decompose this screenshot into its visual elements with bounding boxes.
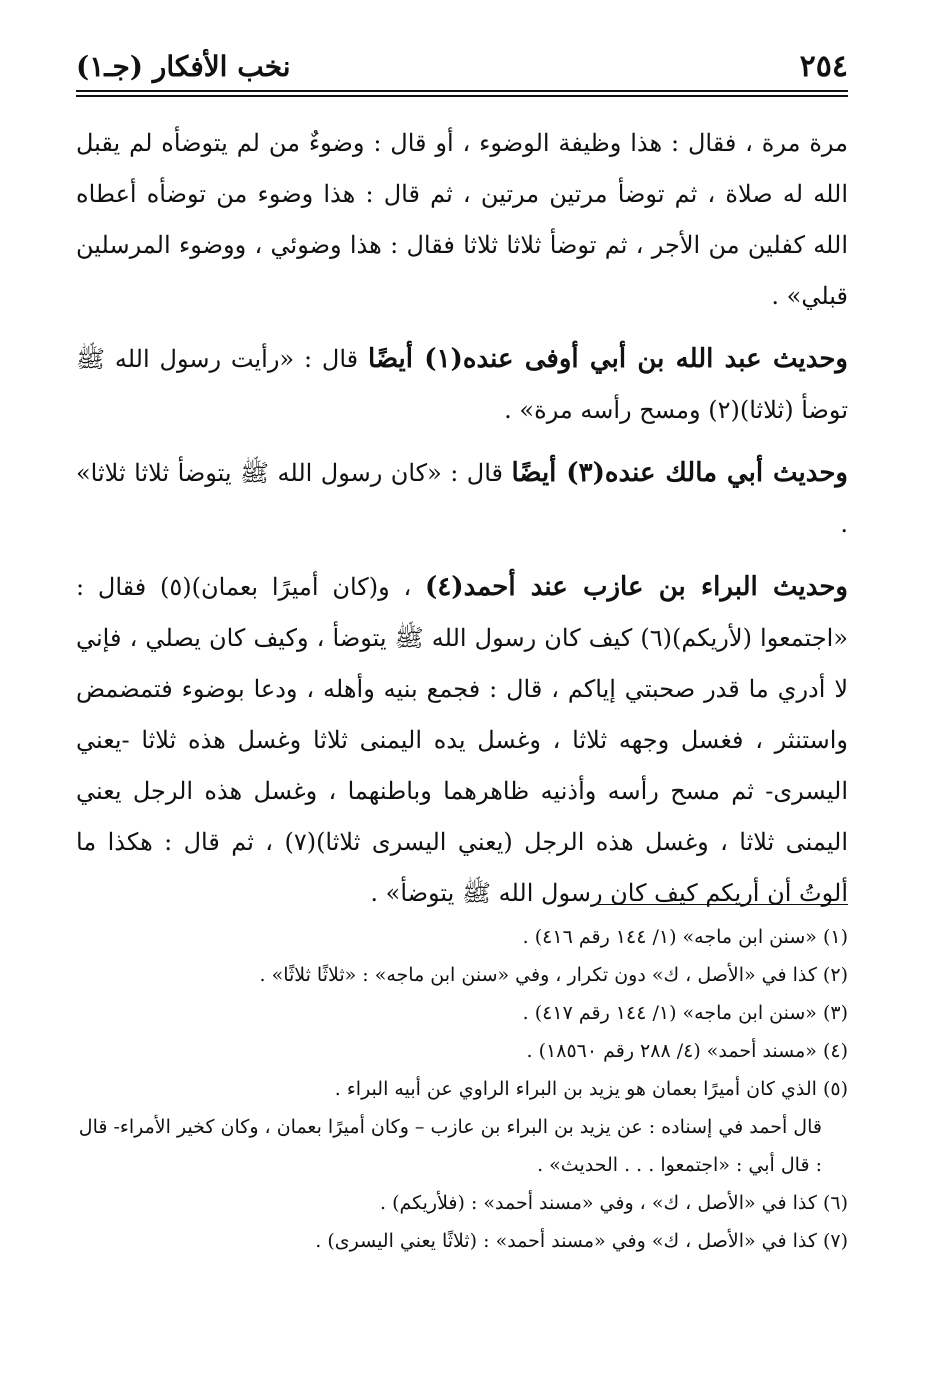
paragraph-text: قال : «رأيت رسول الله ﷺ توضأ (ثلاثا)(٢) ومسح رأسه مرة» . (76, 345, 848, 424)
footnote-continuation: قال أحمد في إسناده : عن يزيد بن البراء بن عازب – وكان أميرًا بعمان ، وكان كخير الأمراء- قال : قال أبي : «اجتمعوا . . . الحديث» . (78, 1116, 822, 1176)
paragraph-text: قال : «كان رسول الله ﷺ يتوضأ ثلاثا ثلاثا» . (76, 459, 848, 538)
header-rule-thin (76, 90, 848, 92)
footnote-separator (598, 904, 848, 905)
footnote: (١) «سنن ابن ماجه» (١/ ١٤٤ رقم ٤١٦) . (522, 926, 848, 948)
paragraph-text: ، و(كان أميرًا بعمان)(٥) فقال : «اجتمعوا (لأريكم)(٦) كيف كان رسول الله ﷺ يتوضأ ، وكيف كان يصلي ، فإني لا أدري ما قدر صحبتي إياكم ، قال : فجمع بنيه وأهله ، ودعا بوضوء فتمضمض واستنثر ، فغسل وجهه ثلاثا ، وغسل يده اليمنى ثلاثا وغسل هذه ثلاثا -يعني اليسرى- ثم مسح رأسه وأذنيه ظاهرهما وباطنهما ، وغسل هذه الرجل يعني اليمنى ثلاثا ، وغسل هذه الرجل (يعني اليسرى ثلاثا)(٧) ، ثم قال : هكذا ما ألوتُ أن أريكم كيف كان رسول الله ﷺ يتوضأ» . (76, 573, 849, 907)
hadith-title: وحديث أبي مالك عنده(٣) أيضًا (511, 458, 848, 488)
hadith-title: وحديث عبد الله بن أبي أوفى عنده(١) أيضًا (368, 344, 848, 374)
footnote: (٤) «مسند أحمد» (٤/ ٢٨٨ رقم ١٨٥٦٠) . (526, 1040, 848, 1062)
paragraph-text: مرة مرة ، فقال : هذا وظيفة الوضوء ، أو قال : وضوءٌ من لم يتوضأه لم يقبل الله له صلاة ، ثم توضأ مرتين مرتين ، ثم قال : هذا وضوء من توضأه أعطاه الله كفلين من الأجر ، ثم توضأ ثلاثا ثلاثا فقال : هذا وضوئي ، ووضوء المرسلين قبلي» . (76, 129, 848, 310)
main-text (76, 118, 848, 919)
page-number: ٢٥٤ (799, 48, 848, 84)
footnote: (٧) كذا في «الأصل ، ك» وفي «مسند أحمد» : (ثلاثًا يعني اليسرى) . (315, 1230, 848, 1252)
paragraph (76, 448, 848, 550)
page-header (76, 44, 848, 88)
footnote: (٦) كذا في «الأصل ، ك» ، وفي «مسند أحمد» : (فلأريكم) . (380, 1192, 848, 1214)
footnotes (76, 918, 848, 1260)
footnote: (٥) الذي كان أميرًا بعمان هو يزيد بن البراء الراوي عن أبيه البراء . (334, 1078, 848, 1100)
header-rule-thick (76, 95, 848, 97)
footnote: (٣) «سنن ابن ماجه» (١/ ١٤٤ رقم ٤١٧) . (522, 1002, 848, 1024)
paragraph (76, 118, 848, 322)
book-title: نخب الأفكار (جـ١) (76, 49, 291, 83)
footnote: (٢) كذا في «الأصل ، ك» دون تكرار ، وفي «سنن ابن ماجه» : «ثلاثًا ثلاثًا» . (259, 964, 848, 986)
paragraph (76, 562, 848, 919)
hadith-title: وحديث البراء بن عازب عند أحمد(٤) (425, 572, 848, 602)
paragraph (76, 334, 848, 436)
